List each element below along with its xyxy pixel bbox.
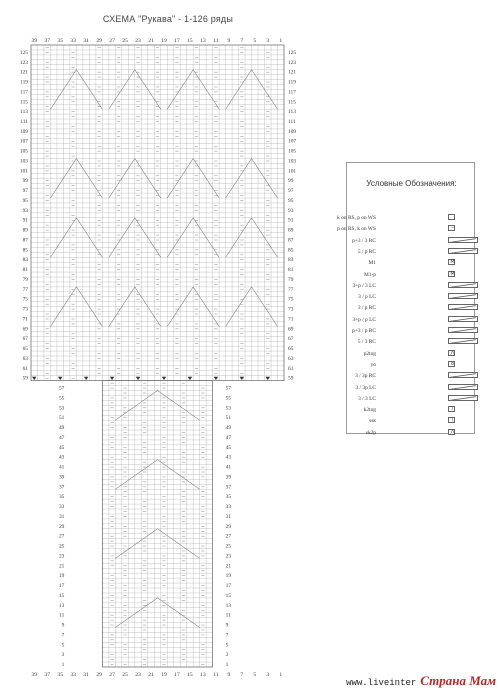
row-number-left: 41 — [58, 464, 65, 471]
row-number-left: 11 — [59, 612, 65, 619]
legend-item — [337, 213, 476, 224]
legend-item — [347, 371, 476, 382]
row-number-right: 47 — [225, 434, 232, 441]
row-number-right: 99 — [288, 178, 294, 185]
row-number-right: 3 — [225, 652, 229, 659]
site-watermark — [346, 673, 496, 689]
row-number-right: 71 — [288, 316, 294, 323]
legend-item-label: 5 / 3 RC — [357, 339, 376, 346]
legend-item — [347, 394, 476, 405]
row-number-right: 121 — [288, 69, 297, 76]
row-number-left: 77 — [22, 286, 28, 293]
cable-icon — [448, 237, 478, 243]
legend-panel — [337, 162, 475, 436]
dash-square-icon: – — [448, 225, 455, 231]
legend-item — [347, 236, 476, 247]
row-number-left: 57 — [58, 385, 65, 392]
row-number-left: 19 — [58, 573, 65, 580]
row-number-left: 21 — [58, 563, 65, 570]
column-number-bottom: 17 — [174, 672, 180, 678]
cable-icon — [448, 395, 478, 401]
row-number-left: 97 — [22, 188, 28, 195]
empty-square-icon — [448, 214, 455, 220]
row-number-right: 9 — [225, 622, 229, 629]
row-number-left: 103 — [19, 158, 28, 165]
row-number-right: 97 — [288, 188, 294, 195]
chart-grid — [31, 45, 284, 667]
row-number-right: 95 — [288, 197, 294, 204]
row-number-left: 123 — [19, 59, 28, 66]
row-number-left: 23 — [58, 553, 65, 560]
row-number-left: 5 — [61, 642, 65, 649]
row-number-right: 103 — [288, 158, 297, 165]
ssk-icon: \ — [448, 417, 455, 423]
row-number-left: 119 — [20, 79, 28, 86]
row-number-right: 27 — [225, 533, 232, 540]
row-number-left: 111 — [20, 118, 28, 125]
cable-icon — [448, 304, 478, 310]
column-number-bottom: 11 — [213, 672, 219, 678]
legend-item-label: 3 / 3 LC — [358, 395, 376, 402]
column-number-top: 23 — [135, 38, 141, 44]
column-numbers-top — [31, 38, 282, 44]
row-number-left: 117 — [20, 89, 28, 96]
row-number-right: 93 — [288, 207, 294, 214]
row-number-left: 89 — [22, 227, 28, 234]
row-number-right: 59 — [288, 375, 294, 382]
column-number-bottom: 7 — [240, 672, 244, 678]
column-number-top: 7 — [240, 38, 244, 44]
column-number-top: 33 — [70, 38, 76, 44]
sk2p-icon: ⋀ — [448, 429, 455, 435]
column-number-top: 37 — [44, 38, 51, 44]
row-number-right: 55 — [225, 395, 232, 402]
legend-item-label: p+3 / p RC — [352, 328, 376, 334]
legend-item-label: 3+p / p LC — [352, 316, 376, 323]
row-number-right: 117 — [288, 89, 296, 96]
row-number-right: 49 — [225, 425, 232, 432]
column-number-top: 13 — [200, 38, 206, 44]
column-number-bottom: 13 — [200, 672, 206, 678]
cable-icon — [448, 327, 478, 333]
cable-icon — [448, 316, 478, 322]
row-number-right: 101 — [288, 168, 297, 175]
row-number-right: 61 — [288, 365, 294, 372]
row-number-left: 91 — [22, 217, 28, 224]
row-number-right: 57 — [225, 385, 232, 392]
legend-item-label: 3 / 3p RC — [355, 373, 376, 380]
legend-item-label: p2tog — [363, 350, 376, 357]
m1p-icon: M — [448, 271, 455, 277]
row-number-right: 111 — [288, 118, 296, 125]
row-number-left: 51 — [58, 415, 65, 422]
p2tog-icon: ⋀ — [448, 350, 455, 356]
row-number-left: 83 — [22, 257, 28, 264]
row-number-left: 7 — [61, 632, 65, 639]
legend-item — [347, 416, 476, 427]
row-number-left: 113 — [20, 109, 28, 116]
row-number-right: 105 — [288, 148, 297, 155]
legend-item — [347, 326, 476, 337]
row-number-left: 43 — [58, 454, 65, 461]
row-number-left: 71 — [22, 316, 28, 323]
row-number-left: 69 — [22, 326, 28, 333]
legend-item-label: yo — [370, 361, 376, 368]
legend-item — [347, 303, 476, 314]
row-number-left: 49 — [58, 425, 65, 432]
row-number-right: 39 — [225, 474, 232, 481]
row-number-right: 23 — [225, 553, 232, 560]
row-number-left: 55 — [58, 395, 65, 402]
row-number-right: 21 — [225, 563, 232, 570]
legend-item — [337, 224, 476, 235]
row-number-right: 79 — [288, 276, 294, 283]
legend-item-label: 3+p / 3 LC — [352, 282, 376, 289]
column-number-bottom: 9 — [227, 672, 231, 678]
row-number-left: 17 — [58, 583, 65, 590]
row-number-right: 73 — [288, 306, 294, 313]
row-number-left: 79 — [22, 276, 28, 283]
row-number-left: 47 — [58, 434, 65, 441]
row-number-left: 59 — [22, 375, 28, 382]
row-number-right: 53 — [225, 405, 232, 412]
row-number-left: 39 — [58, 474, 65, 481]
column-number-bottom: 19 — [161, 672, 167, 678]
column-number-bottom: 35 — [57, 672, 63, 678]
legend-item-label: k2tog — [363, 407, 376, 414]
cable-icon — [448, 338, 478, 344]
column-number-bottom: 27 — [109, 672, 115, 678]
column-number-bottom: 23 — [135, 672, 141, 678]
cable-icon — [448, 248, 478, 254]
row-number-right: 35 — [225, 494, 232, 501]
row-number-right: 63 — [288, 355, 294, 362]
yo-icon: o — [448, 361, 455, 367]
column-number-bottom: 21 — [148, 672, 154, 678]
row-number-right: 37 — [225, 484, 232, 491]
row-number-right: 113 — [288, 109, 296, 116]
row-number-right: 11 — [225, 612, 231, 619]
legend-item-label: 3 / p LC — [358, 294, 376, 301]
row-number-right: 51 — [225, 415, 232, 422]
legend-item — [347, 337, 476, 348]
column-number-top: 15 — [187, 38, 193, 44]
cable-icon — [448, 282, 478, 288]
row-number-left: 85 — [22, 247, 28, 254]
row-number-left: 95 — [22, 197, 28, 204]
column-number-top: 3 — [266, 38, 270, 44]
legend-item — [347, 349, 476, 360]
chart-title: СХЕМА "Рукава" - 1-126 ряды — [102, 14, 234, 24]
row-number-right: 107 — [288, 138, 297, 145]
row-number-right: 69 — [288, 326, 294, 333]
watermark-brand: Страна Мам — [420, 673, 496, 688]
column-number-top: 17 — [174, 38, 180, 44]
row-number-right: 43 — [225, 454, 232, 461]
legend-item — [347, 405, 476, 416]
legend-item — [347, 281, 476, 292]
column-number-top: 25 — [122, 38, 128, 44]
row-number-right: 13 — [225, 602, 232, 609]
row-number-left: 1 — [61, 662, 65, 669]
cable-icon — [448, 293, 478, 299]
row-number-right: 85 — [288, 247, 294, 254]
row-number-right: 45 — [225, 444, 232, 451]
row-number-right: 15 — [225, 592, 232, 599]
row-number-left: 67 — [22, 336, 28, 343]
row-number-left: 81 — [22, 267, 28, 274]
row-numbers-right — [226, 50, 297, 668]
row-number-right: 87 — [288, 237, 294, 244]
row-number-right: 33 — [225, 504, 232, 511]
row-number-right: 41 — [225, 464, 232, 471]
column-number-top: 1 — [279, 38, 283, 44]
row-number-right: 119 — [288, 79, 296, 86]
column-number-top: 9 — [227, 38, 231, 44]
legend-item — [347, 292, 476, 303]
cable-icon — [448, 384, 478, 390]
row-number-left: 105 — [19, 148, 28, 155]
column-number-bottom: 15 — [187, 672, 193, 678]
row-numbers-left — [20, 50, 65, 668]
column-number-bottom: 37 — [44, 672, 51, 678]
column-number-top: 19 — [161, 38, 167, 44]
legend-item-label: M1-p — [364, 271, 376, 278]
row-number-left: 31 — [58, 513, 65, 520]
row-number-left: 13 — [58, 602, 65, 609]
legend-item-label: p on RS, k on WS — [337, 226, 376, 233]
row-number-left: 93 — [22, 207, 28, 214]
row-number-left: 29 — [58, 523, 65, 530]
row-number-right: 89 — [288, 227, 294, 234]
row-number-left: 101 — [19, 168, 28, 175]
row-number-right: 29 — [225, 523, 232, 530]
legend-item-label: M1 — [368, 260, 376, 267]
row-number-right: 17 — [225, 583, 232, 590]
row-number-right: 109 — [288, 128, 297, 135]
row-number-left: 35 — [58, 494, 65, 501]
legend-item — [347, 247, 476, 258]
row-number-left: 53 — [58, 405, 65, 412]
legend-item-label: 5 / p RC — [357, 248, 376, 255]
k2tog-icon: / — [448, 406, 455, 412]
watermark-url: www.liveinter — [346, 678, 417, 688]
legend-item — [347, 383, 476, 394]
row-number-left: 3 — [61, 652, 65, 659]
legend-item-label: 3 / p RC — [357, 305, 376, 312]
column-number-bottom: 33 — [70, 672, 76, 678]
row-number-left: 75 — [22, 296, 28, 303]
row-number-left: 99 — [22, 178, 28, 185]
column-number-top: 29 — [96, 38, 102, 44]
column-number-bottom: 29 — [96, 672, 102, 678]
row-number-right: 123 — [288, 59, 297, 66]
legend-item-label: 3 / 3p LC — [355, 384, 376, 391]
legend-item — [347, 428, 476, 439]
row-number-left: 61 — [22, 365, 28, 372]
row-number-left: 63 — [22, 355, 28, 362]
column-number-bottom: 1 — [279, 672, 283, 678]
row-number-left: 121 — [19, 69, 28, 76]
row-number-left: 27 — [58, 533, 65, 540]
row-number-right: 31 — [225, 513, 232, 520]
row-number-left: 33 — [58, 504, 65, 511]
row-number-left: 9 — [61, 622, 65, 629]
column-number-bottom: 31 — [83, 672, 89, 678]
row-number-left: 125 — [19, 49, 28, 56]
column-number-top: 31 — [83, 38, 89, 44]
column-number-bottom: 3 — [266, 672, 270, 678]
legend-item-label: sk2p — [365, 429, 376, 436]
row-number-right: 19 — [225, 573, 232, 580]
legend-item-label: p+3 / 3 RC — [352, 237, 376, 244]
row-number-left: 37 — [58, 484, 65, 491]
column-number-bottom: 5 — [253, 672, 257, 678]
row-number-right: 25 — [225, 543, 232, 550]
legend-item-label: ssk — [369, 418, 376, 425]
column-number-top: 11 — [213, 38, 219, 44]
row-number-left: 73 — [22, 306, 28, 313]
row-number-right: 75 — [288, 296, 294, 303]
row-number-left: 109 — [19, 128, 28, 135]
row-number-right: 67 — [288, 336, 294, 343]
legend-item-label: k on RS, p on WS — [337, 215, 376, 221]
row-number-left: 115 — [20, 99, 28, 106]
row-number-right: 77 — [288, 286, 294, 293]
legend-item — [347, 315, 476, 326]
column-number-top: 5 — [253, 38, 257, 44]
row-number-right: 91 — [288, 217, 294, 224]
column-number-top: 21 — [148, 38, 154, 44]
row-number-left: 45 — [58, 444, 65, 451]
column-number-bottom: 39 — [31, 672, 38, 678]
row-number-right: 7 — [225, 632, 229, 639]
row-number-right: 115 — [288, 99, 296, 106]
legend-item — [347, 270, 476, 281]
row-number-right: 65 — [288, 346, 294, 353]
column-number-top: 27 — [109, 38, 115, 44]
cable-icon — [448, 372, 478, 378]
legend-item — [347, 258, 476, 269]
legend-title: Условные Обозначения: — [366, 179, 457, 188]
row-number-right: 81 — [288, 267, 294, 274]
row-number-right: 5 — [225, 642, 229, 649]
row-number-right: 83 — [288, 257, 294, 264]
row-number-left: 107 — [19, 138, 28, 145]
row-number-left: 25 — [58, 543, 65, 550]
row-number-right: 125 — [288, 49, 297, 56]
column-number-bottom: 25 — [122, 672, 128, 678]
row-number-left: 65 — [22, 346, 28, 353]
row-number-right: 1 — [225, 662, 229, 669]
column-number-top: 39 — [31, 38, 38, 44]
legend-item — [347, 360, 476, 371]
m1-icon: M — [448, 259, 455, 265]
row-number-left: 15 — [58, 592, 65, 599]
row-number-left: 87 — [22, 237, 28, 244]
column-numbers-bottom — [31, 672, 282, 678]
column-number-top: 35 — [57, 38, 63, 44]
